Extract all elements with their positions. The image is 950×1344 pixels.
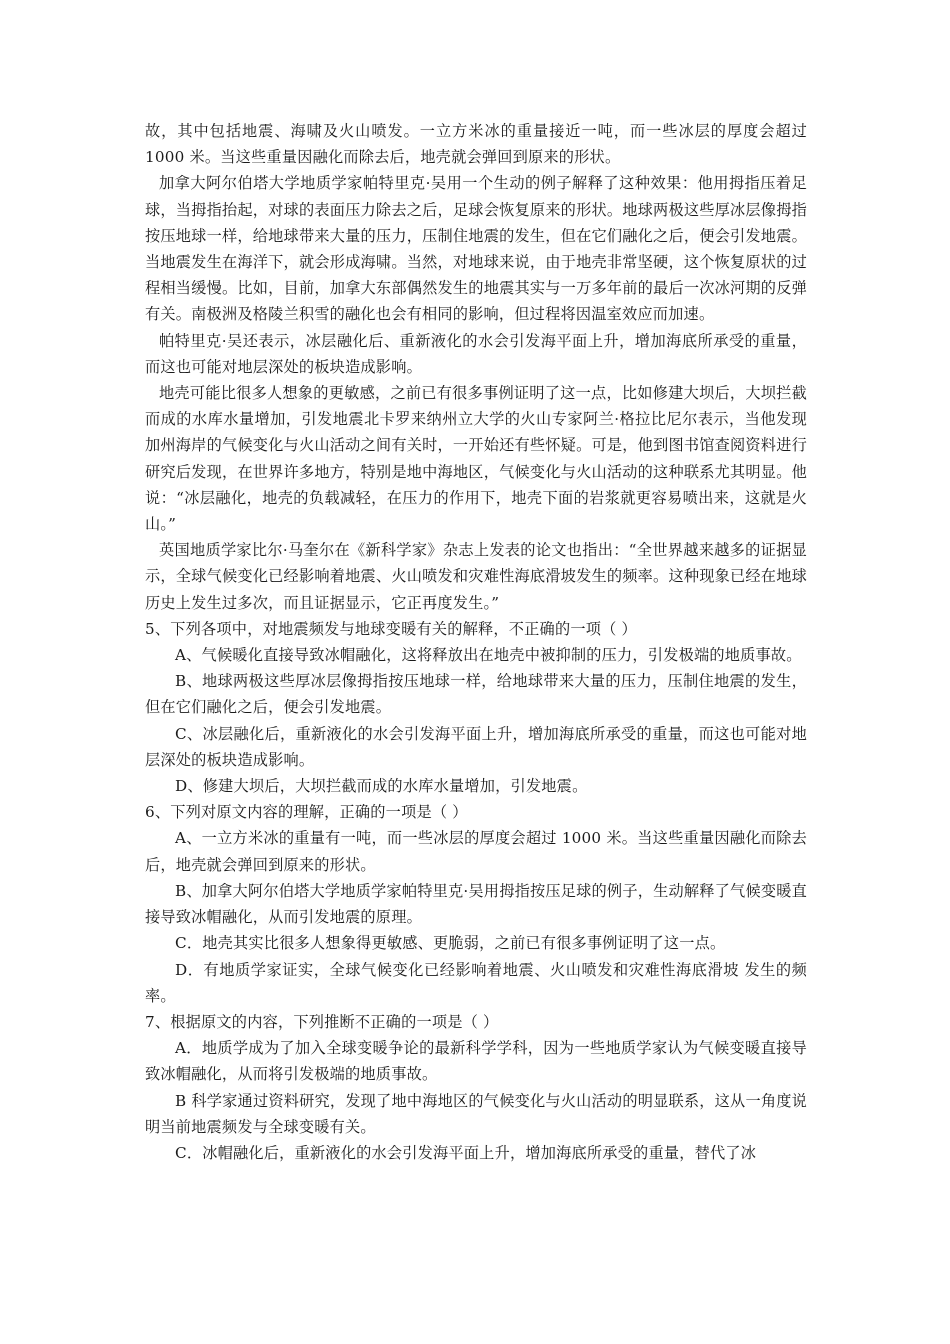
passage-paragraph: 加拿大阿尔伯塔大学地质学家帕特里克·吴用一个生动的例子解释了这种效果：他用拇指压着足球，当拇指抬起，对球的表面压力除去之后，足球会恢复原来的形状。地球两极这些厚冰层像拇指按压地球一样，给地球带来大量的压力，压制住地震的发生，但在它们融化之后，便会引发地震。当地震发生在海洋下，就会形成海啸。当然，对地球来说，由于地壳非常坚硬，这个恢复原状的过程相当缓慢。比如，目前，加拿大东部偶然发生的地震其实与一万多年前的最后一次冰河期的反弹有关。南极洲及格陵兰积雪的融化也会有相同的影响，但过程将因温室效应而加速。 [145, 174, 807, 324]
question-6-option-d: D．有地质学家证实，全球气候变化已经影响着地震、火山喷发和灾难性海底滑坡 发生的频率。 [145, 960, 807, 1005]
question-5-stem: 5、下列各项中，对地震频发与地球变暖有关的解释，不正确的一项（ ） [145, 619, 637, 638]
passage-paragraph: 地壳可能比很多人想象的更敏感，之前已有很多事例证明了这一点，比如修建大坝后，大坝拦截而成的水库水量增加，引发地震北卡罗来纳州立大学的火山专家阿兰·格拉比尼尔表示，当他发现加州海岸的气候变化与火山活动之间有关时，一开始还有些怀疑。可是，他到图书馆查阅资料进行研究后发现，在世界许多地方，特别是地中海地区，气候变化与火山活动的这种联系尤其明显。他说：“冰层融化，地壳的负载减轻，在压力的作用下，地壳下面的岩浆就更容易喷出来，这就是火山。” [145, 384, 807, 534]
question-7-option-c: C．冰帽融化后，重新液化的水会引发海平面上升，增加海底所承受的重量，替代了冰 [175, 1143, 757, 1162]
question-7-option-b: B 科学家通过资料研究，发现了地中海地区的气候变化与火山活动的明显联系，这从一角度说明当前地震频发与全球变暖有关。 [145, 1091, 807, 1136]
passage-paragraph: 英国地质学家比尔·马奎尔在《新科学家》杂志上发表的论文也指出：“全世界越来越多的证据显示，全球气候变化已经影响着地震、火山喷发和灾难性海底滑坡发生的频率。这种现象已经在地球历史上发生过多次，而且证据显示，它正再度发生。” [145, 541, 807, 612]
question-5-option-a: A、气候暖化直接导致冰帽融化，这将释放出在地壳中被抑制的压力，引发极端的地质事故。 [175, 646, 802, 665]
passage-paragraph: 帕特里克·吴还表示，冰层融化后、重新液化的水会引发海平面上升，增加海底所承受的重量，而这也可能对地层深处的板块造成影响。 [145, 331, 807, 376]
question-7-stem: 7、根据原文的内容，下列推断不正确的一项是（ ） [145, 1012, 499, 1031]
question-5-option-d: D、修建大坝后，大坝拦截而成的水库水量增加，引发地震。 [175, 777, 588, 796]
question-7-option-a: A．地质学成为了加入全球变暖争论的最新科学学科，因为一些地质学家认为气候变暖直接导致冰帽融化，从而将引发极端的地质事故。 [145, 1039, 807, 1084]
passage-paragraph: 故，其中包括地震、海啸及火山喷发。一立方米冰的重量接近一吨，而一些冰层的厚度会超过 1000 米。当这些重量因融化而除去后，地壳就会弹回到原来的形状。 [145, 122, 807, 167]
document-body [145, 118, 807, 1166]
question-6-option-c: C．地壳其实比很多人想象得更敏感、更脆弱，之前已有很多事例证明了这一点。 [175, 934, 726, 953]
question-6-option-b: B、加拿大阿尔伯塔大学地质学家帕特里克·吴用拇指按压足球的例子，生动解释了气候变暖直接导致冰帽融化，从而引发地震的原理。 [145, 881, 807, 927]
question-6-option-a: A、一立方米冰的重量有一吨，而一些冰层的厚度会超过 1000 米。当这些重量因融化而除去后，地壳就会弹回到原来的形状。 [145, 829, 807, 874]
question-6-stem: 6、下列对原文内容的理解，正确的一项是（ ） [145, 803, 468, 822]
question-5-option-c: C、冰层融化后，重新液化的水会引发海平面上升，增加海底所承受的重量，而这也可能对地层深处的板块造成影响。 [145, 724, 807, 769]
question-5-option-b: B、地球两极这些厚冰层像拇指按压地球一样，给地球带来大量的压力，压制住地震的发生，但在它们融化之后，便会引发地震。 [145, 672, 807, 717]
